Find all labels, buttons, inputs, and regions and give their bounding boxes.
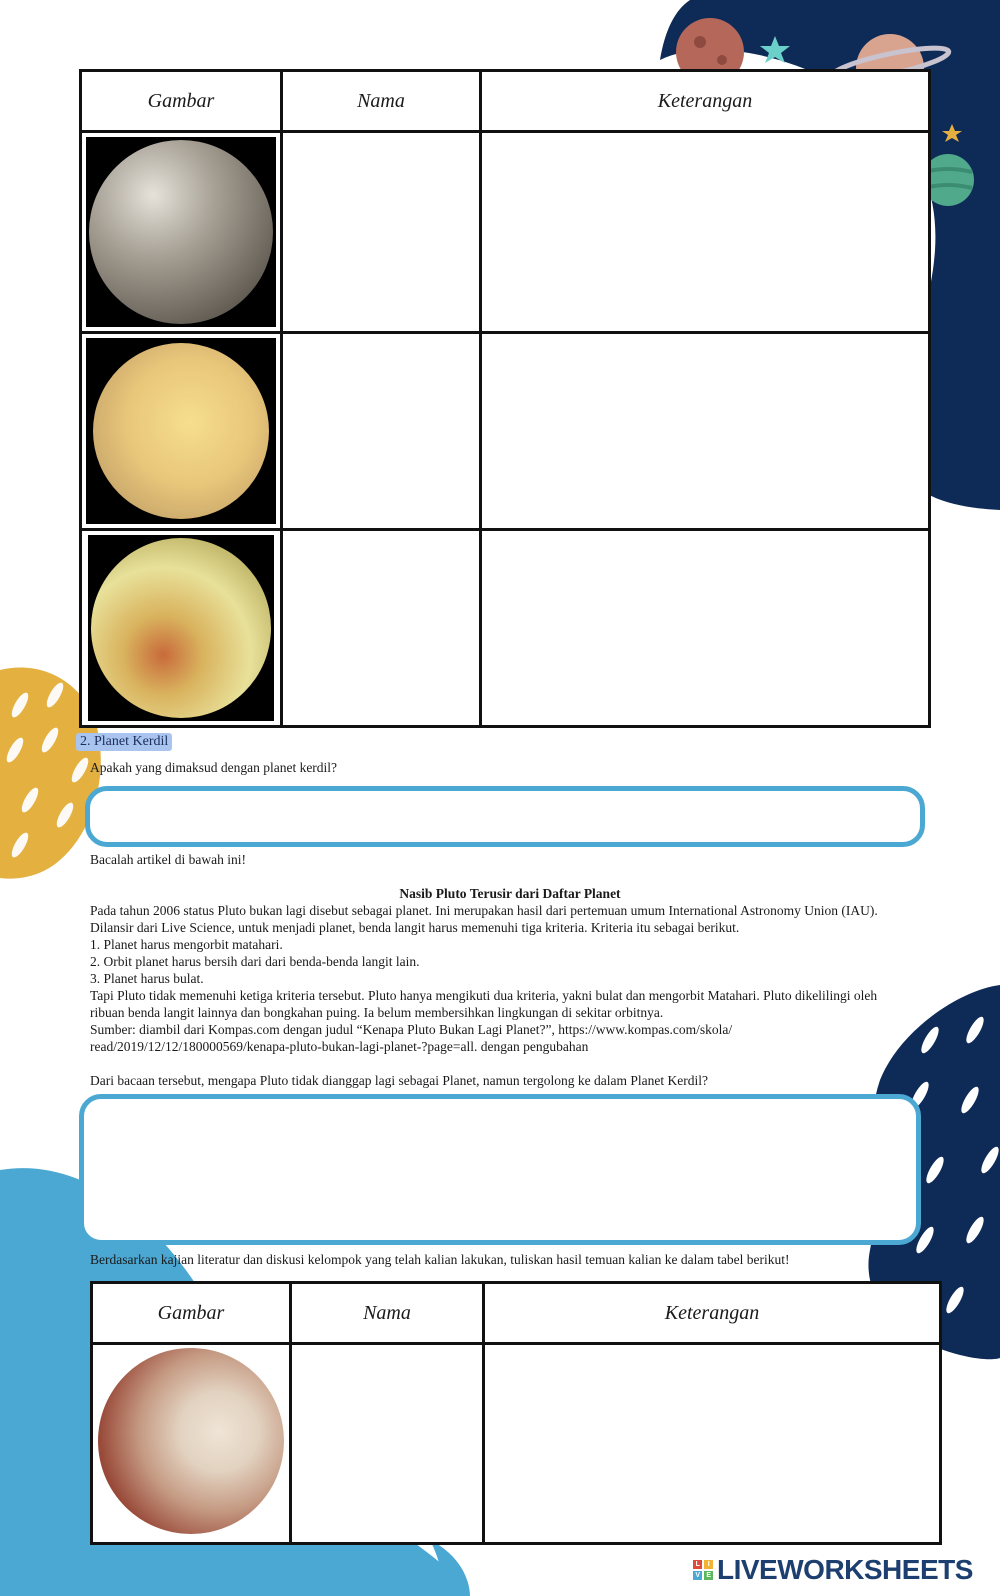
liveworksheets-mark-icon: L I V E <box>693 1560 713 1580</box>
header-gambar: Gambar <box>81 71 282 132</box>
description-input-cell[interactable] <box>484 1344 941 1544</box>
article-line: ribuan benda langit lainnya dan bongkahan puing. Ia belum membersihkan lingkungan di sekitar orbitnya. <box>90 1005 664 1020</box>
section-tag-planet-kerdil: 2. Planet Kerdil <box>76 733 172 751</box>
article <box>90 885 930 1055</box>
name-input-cell[interactable] <box>282 132 481 333</box>
article-title: Nasib Pluto Terusir dari Daftar Planet <box>399 886 621 901</box>
planet-table-2 <box>90 1281 942 1545</box>
article-line: Sumber: diambil dari Kompas.com dengan judul “Kenapa Pluto Bukan Lagi Planet?”, https://www.kompas.com/skola/ <box>90 1022 733 1037</box>
header-nama: Nama <box>291 1283 484 1344</box>
table-instruction: Berdasarkan kajian literatur dan diskusi kelompok yang telah kalian lakukan, tuliskan hasil temuan kalian ke dalam tabel berikut! <box>90 1252 790 1267</box>
image-cell <box>81 530 282 727</box>
planet-table-1 <box>79 69 931 728</box>
image-cell <box>92 1344 291 1544</box>
answer-box-2[interactable] <box>79 1094 921 1245</box>
moon-io-image <box>88 535 274 721</box>
article-line: Dilansir dari Live Science, untuk menjadi planet, benda langit harus memenuhi tiga kriteria. Kriteria itu sebagai berikut. <box>90 920 740 935</box>
table-row <box>81 333 930 530</box>
moon-ganymede-image <box>86 137 276 327</box>
description-input-cell[interactable] <box>481 333 930 530</box>
table-header-row <box>81 71 930 132</box>
article-line: 2. Orbit planet harus bersih dari dari benda-benda langit lain. <box>90 954 420 969</box>
article-line: Pada tahun 2006 status Pluto bukan lagi disebut sebagai planet. Ini merupakan hasil dari pertemuan umum International Astronomy Union (IAU). <box>90 903 878 918</box>
name-input-cell[interactable] <box>282 530 481 727</box>
name-input-cell[interactable] <box>291 1344 484 1544</box>
header-keterangan: Keterangan <box>484 1283 941 1344</box>
description-input-cell[interactable] <box>481 530 930 727</box>
article-line: Tapi Pluto tidak memenuhi ketiga kriteria tersebut. Pluto hanya mengikuti dua kriteria, yakni bulat dan mengorbit Matahari. Pluto dikelilingi oleh <box>90 988 878 1003</box>
question-1: Apakah yang dimaksud dengan planet kerdil? <box>90 760 338 775</box>
table-row <box>92 1344 941 1544</box>
pluto-image <box>98 1348 284 1534</box>
name-input-cell[interactable] <box>282 333 481 530</box>
header-keterangan: Keterangan <box>481 71 930 132</box>
moon-titan-image <box>86 338 276 524</box>
image-cell <box>81 132 282 333</box>
article-line: 3. Planet harus bulat. <box>90 971 204 986</box>
article-line: read/2019/12/12/180000569/kenapa-pluto-bukan-lagi-planet-?page=all. dengan pengubahan <box>90 1039 589 1054</box>
header-nama: Nama <box>282 71 481 132</box>
table-row <box>81 530 930 727</box>
description-input-cell[interactable] <box>481 132 930 333</box>
logo-text: LIVEWORKSHEETS <box>717 1554 973 1585</box>
answer-box-1[interactable] <box>85 786 925 847</box>
question-2: Dari bacaan tersebut, mengapa Pluto tidak dianggap lagi sebagai Planet, namun tergolong ke dalam Planet Kerdil? <box>90 1073 708 1088</box>
table-row <box>81 132 930 333</box>
image-cell <box>81 333 282 530</box>
table-header-row <box>92 1283 941 1344</box>
article-line: 1. Planet harus mengorbit matahari. <box>90 937 283 952</box>
read-instruction: Bacalah artikel di bawah ini! <box>90 852 246 867</box>
liveworksheets-logo <box>693 1554 973 1586</box>
header-gambar: Gambar <box>92 1283 291 1344</box>
